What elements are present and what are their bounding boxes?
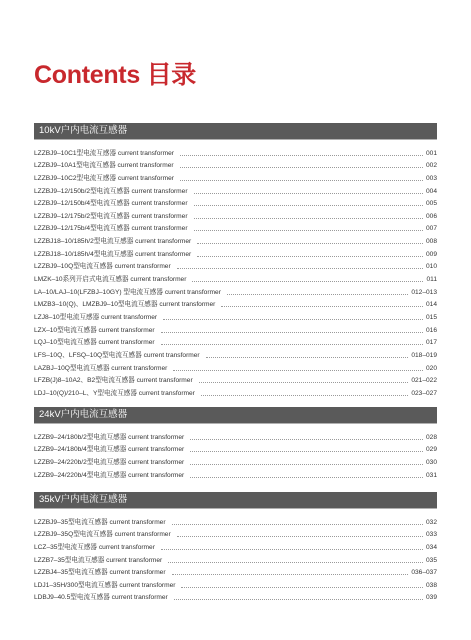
toc-entry-title: LA–10/LAJ–10(LFZBJ–10GY) 型电流互感器 current transformer: [34, 288, 221, 296]
section-heading: 24kV户内电流互感器: [34, 407, 437, 424]
toc-entry[interactable]: [34, 322, 437, 335]
dot-leader: [194, 218, 423, 219]
toc-entry-page: 002: [425, 162, 437, 170]
section-heading: 35kV户内电流互感器: [34, 492, 437, 509]
toc-entry-title: LZZBJ9–12/175b/2型电流互感器 current transformer: [34, 212, 188, 220]
toc-entry[interactable]: [34, 158, 437, 171]
dot-leader: [161, 332, 423, 333]
toc-entry-title: LZZBJ9–12/175b/4型电流互感器 current transformer: [34, 225, 188, 233]
dot-leader: [192, 281, 423, 282]
toc-entry[interactable]: [34, 183, 437, 196]
toc-entry-page: 038: [425, 581, 437, 589]
toc-entry[interactable]: [34, 565, 437, 578]
toc-entry[interactable]: [34, 514, 437, 527]
dot-leader: [174, 599, 423, 600]
toc-entry-title: LZZBJ9–10Q型电流互感器 current transformer: [34, 263, 171, 271]
toc-entry-page: 021–022: [411, 377, 437, 385]
toc-entry-title: LZZBJ9–35型电流互感器 current transformer: [34, 518, 166, 526]
toc-entry-title: LZZBJ18–10/185h/2型电流互感器 current transformer: [34, 238, 192, 246]
toc-entry-page: 005: [425, 200, 437, 208]
toc-entry[interactable]: [34, 259, 437, 272]
dot-leader: [180, 155, 423, 156]
toc-entry[interactable]: [34, 385, 437, 398]
toc-entry[interactable]: [34, 347, 437, 360]
toc-entry[interactable]: [34, 360, 437, 373]
toc-entry-title: LMZK–10系列开启式电流互感器 current transformer: [34, 276, 187, 284]
section-heading: 10kV户内电流互感器: [34, 123, 437, 140]
dot-leader: [194, 193, 423, 194]
toc-entry-title: LDJ1–35H/300型电流互感器 current transformer: [34, 581, 176, 589]
dot-leader: [190, 477, 423, 478]
toc-entry-page: 016: [425, 326, 437, 334]
dot-leader: [227, 294, 408, 295]
toc-list: [34, 145, 437, 398]
dot-leader: [172, 524, 423, 525]
toc-list: [34, 514, 437, 602]
dot-leader: [172, 574, 409, 575]
toc-entry-page: 017: [425, 339, 437, 347]
section-35kv: [34, 492, 437, 602]
toc-entry[interactable]: [34, 208, 437, 221]
toc-entry[interactable]: [34, 309, 437, 322]
toc-entry-page: 020: [425, 364, 437, 372]
dot-leader: [201, 395, 408, 396]
page-title: Contents 目录: [34, 61, 196, 89]
toc-entry-title: LZZBJ9–12/150b/4型电流互感器 current transformer: [34, 200, 188, 208]
toc-entry[interactable]: [34, 442, 437, 455]
toc-entry-title: LZZB9–24/220b/4型电流互感器 current transformer: [34, 471, 185, 479]
toc-entry-title: LZZB9–24/220b/2型电流互感器 current transformer: [34, 458, 185, 466]
toc-entry[interactable]: [34, 221, 437, 234]
dot-leader: [180, 167, 423, 168]
dot-leader: [190, 451, 423, 452]
toc-entry-page: 029: [425, 446, 437, 454]
toc-entry-title: LZZBJ9–12/150b/2型电流互感器 current transformer: [34, 187, 188, 195]
toc-entry[interactable]: [34, 145, 437, 158]
dot-leader: [197, 243, 423, 244]
toc-entry-page: 004: [425, 187, 437, 195]
toc-entry-page: 006: [425, 212, 437, 220]
toc-entry-page: 028: [425, 433, 437, 441]
toc-entry-page: 036–037: [411, 569, 437, 577]
section-10kv: [34, 123, 437, 398]
toc-entry-title: LDBJ9–40.5型电流互感器 current transformer: [34, 594, 168, 602]
toc-entry-page: 011: [426, 276, 437, 284]
dot-leader: [194, 230, 423, 231]
toc-entry-title: LZZBJ9–10C1型电流互感器 current transformer: [34, 149, 174, 157]
toc-entry[interactable]: [34, 527, 437, 540]
toc-entry[interactable]: [34, 246, 437, 259]
dot-leader: [161, 549, 423, 550]
dot-leader: [197, 256, 423, 257]
toc-entry-page: 010: [425, 263, 437, 271]
toc-entry-title: LZZB7–35型电流互感器 current transformer: [34, 556, 163, 564]
toc-entry[interactable]: [34, 170, 437, 183]
toc-entry-title: LFZB(J)8–10A2、B2型电流互感器 current transformer: [34, 377, 193, 385]
toc-entry[interactable]: [34, 577, 437, 590]
dot-leader: [173, 370, 423, 371]
toc-entry-title: LZZBJ9–35Q型电流互感器 current transformer: [34, 531, 171, 539]
toc-entry-title: LZZB9–24/180b/4型电流互感器 current transformer: [34, 446, 185, 454]
dot-leader: [181, 587, 423, 588]
dot-leader: [180, 180, 423, 181]
toc-entry-page: 033: [425, 531, 437, 539]
toc-entry[interactable]: [34, 233, 437, 246]
toc-entry-page: 035: [425, 556, 437, 564]
toc-entry-title: LZJ8–10型电流互感器 current transformer: [34, 313, 158, 321]
dot-leader: [161, 344, 423, 345]
toc-entry-title: LQJ–10型电流互感器 current transformer: [34, 339, 155, 347]
toc-entry[interactable]: [34, 454, 437, 467]
toc-entry-page: 032: [425, 518, 437, 526]
toc-entry[interactable]: [34, 552, 437, 565]
toc-entry-page: 018–019: [411, 351, 437, 359]
toc-entry-title: LDJ–10(Q)/210–L、Y型电流互感器 current transformer: [34, 389, 195, 397]
toc-entry-page: 012–013: [411, 288, 437, 296]
toc-entry-page: 009: [425, 250, 437, 258]
toc-entry-title: LZZBJ4–35型电流互感器 current transformer: [34, 569, 166, 577]
toc-entry-title: LCZ–35型电流互感器 current transformer: [34, 543, 155, 551]
dot-leader: [206, 357, 409, 358]
toc-entry[interactable]: [34, 590, 437, 603]
toc-entry-title: LZZBJ18–10/185h/4型电流互感器 current transformer: [34, 250, 192, 258]
dot-leader: [163, 319, 423, 320]
dot-leader: [177, 268, 423, 269]
dot-leader: [190, 439, 423, 440]
toc-entry[interactable]: [34, 196, 437, 209]
dot-leader: [194, 205, 423, 206]
toc-entry-title: LZZB9–24/180b/2型电流互感器 current transformer: [34, 433, 185, 441]
toc-entry[interactable]: [34, 284, 437, 297]
toc-entry[interactable]: [34, 297, 437, 310]
toc-entry[interactable]: [34, 373, 437, 386]
toc-entry[interactable]: [34, 539, 437, 552]
dot-leader: [177, 536, 423, 537]
toc-entry-page: 008: [425, 238, 437, 246]
toc-entry-page: 003: [425, 174, 437, 182]
toc-entry-title: LZZBJ9–10A1型电流互感器 current transformer: [34, 162, 174, 170]
toc-entry-title: LFS–10Q、LFSQ–10Q型电流互感器 current transformer: [34, 351, 200, 359]
toc-entry-page: 034: [425, 543, 437, 551]
toc-entry-page: 007: [425, 225, 437, 233]
toc-entry-page: 015: [425, 313, 437, 321]
toc-entry-title: LZZBJ9–10C2型电流互感器 current transformer: [34, 174, 174, 182]
toc-entry[interactable]: [34, 467, 437, 480]
toc-entry-page: 030: [425, 458, 437, 466]
toc-entry-title: LAZBJ–10Q型电流互感器 current transformer: [34, 364, 168, 372]
dot-leader: [190, 464, 423, 465]
dot-leader: [168, 562, 423, 563]
toc-entry-title: LMZB3–10(Q)、LMZBJ9–10型电流互感器 current transformer: [34, 301, 216, 309]
toc-entry-page: 031: [425, 471, 437, 479]
toc-entry[interactable]: [34, 335, 437, 348]
toc-entry-page: 023–027: [411, 389, 437, 397]
toc-entry[interactable]: [34, 271, 437, 284]
dot-leader: [221, 306, 423, 307]
toc-entry-page: 001: [425, 149, 437, 157]
toc-list: [34, 429, 437, 480]
section-24kv: [34, 407, 437, 480]
toc-entry-page: 014: [425, 301, 437, 309]
dot-leader: [199, 382, 409, 383]
toc-entry-page: 039: [425, 594, 437, 602]
toc-entry-title: LZX–10型电流互感器 current transformer: [34, 326, 155, 334]
toc-entry[interactable]: [34, 429, 437, 442]
